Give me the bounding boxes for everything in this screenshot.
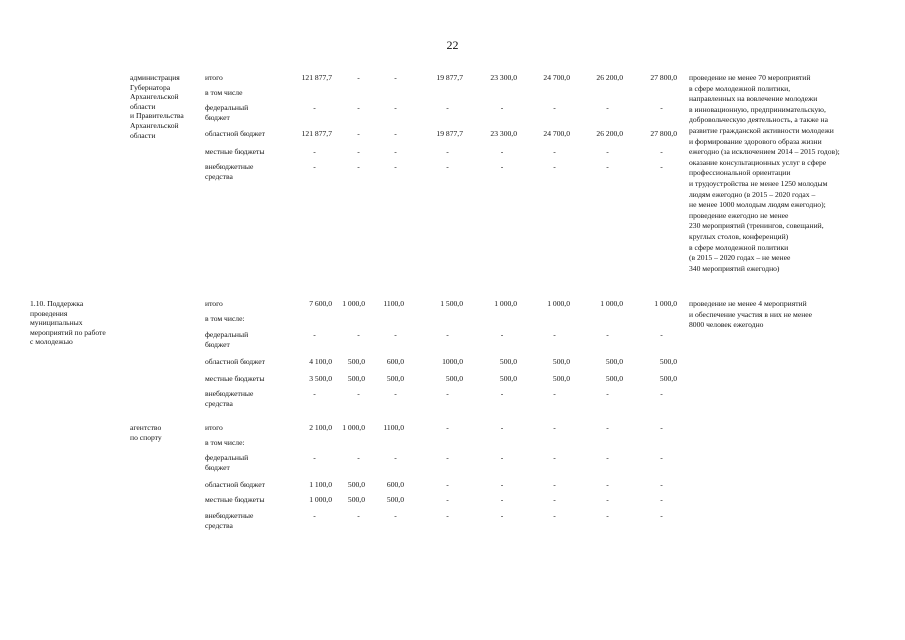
amount-cell: - xyxy=(660,389,663,398)
expected-result-line: и формирование здорового образа жизни xyxy=(689,136,822,146)
amount-cell: - xyxy=(394,147,397,156)
funding-source-label: бюджет xyxy=(205,462,230,472)
amount-cell: - xyxy=(357,511,360,520)
expected-result-line: профессиональной ориентации xyxy=(689,168,791,178)
amount-cell: - xyxy=(357,389,360,398)
amount-cell: - xyxy=(394,389,397,398)
amount-cell: 27 800,0 xyxy=(650,129,677,138)
responsible-executor-line: и Правительства xyxy=(130,111,184,121)
expected-result-line: в сфере молодежной политики, xyxy=(689,83,791,93)
expected-result-line: в сфере молодежной политики xyxy=(689,242,789,252)
funding-source-label: внебюджетные xyxy=(205,389,254,398)
amount-cell: - xyxy=(660,330,663,339)
funding-source-label: местные бюджеты xyxy=(205,147,265,156)
funding-source-label: областной бюджет xyxy=(205,357,265,366)
amount-cell: - xyxy=(500,147,504,156)
responsible-executor-line: по спорту xyxy=(130,432,162,442)
amount-cell: 3 500,0 xyxy=(309,374,332,383)
amount-cell: 23 300,0 xyxy=(490,129,517,138)
amount-cell: - xyxy=(446,480,449,489)
amount-cell: - xyxy=(500,423,504,432)
amount-cell: 500,0 xyxy=(347,374,365,383)
measure-title-line: мероприятий по работе xyxy=(30,327,106,337)
amount-cell: 2 100,0 xyxy=(309,423,332,432)
amount-cell: 500,0 xyxy=(605,357,623,366)
funding-source-label: федеральный xyxy=(205,453,249,462)
expected-result-line: оказание консультационных услуг в сфере xyxy=(689,157,827,167)
amount-cell: 4 100,0 xyxy=(309,357,332,366)
amount-cell: - xyxy=(500,480,504,489)
amount-cell: - xyxy=(500,453,504,462)
amount-cell: - xyxy=(357,162,360,171)
amount-cell: - xyxy=(553,495,556,504)
amount-cell: - xyxy=(357,103,360,112)
amount-cell: - xyxy=(606,162,609,171)
funding-source-label: в том числе: xyxy=(205,438,245,447)
amount-cell: 1 000,0 xyxy=(494,299,517,308)
expected-result-line: проведение не менее 4 мероприятий xyxy=(689,299,807,308)
amount-cell: - xyxy=(553,389,556,398)
amount-cell: - xyxy=(313,103,316,112)
amount-cell: 26 200,0 xyxy=(596,129,623,138)
amount-cell: - xyxy=(553,162,556,171)
amount-cell: - xyxy=(313,453,316,462)
responsible-executor-line: администрация xyxy=(130,73,180,82)
amount-cell: 1 500,0 xyxy=(440,299,463,308)
amount-cell: 1100,0 xyxy=(383,299,404,308)
amount-cell: - xyxy=(394,330,397,339)
amount-cell: - xyxy=(553,480,556,489)
amount-cell: - xyxy=(606,103,609,112)
expected-result-line: добровольческую деятельность, а также на xyxy=(689,115,828,125)
amount-cell: 1 000,0 xyxy=(547,299,570,308)
amount-cell: - xyxy=(446,162,449,171)
amount-cell: - xyxy=(313,330,316,339)
amount-cell: - xyxy=(553,330,556,339)
amount-cell: 500,0 xyxy=(386,495,404,504)
amount-cell: - xyxy=(606,480,609,489)
amount-cell: - xyxy=(394,453,397,462)
amount-cell: - xyxy=(606,389,609,398)
amount-cell: - xyxy=(446,389,449,398)
amount-cell: - xyxy=(446,423,449,432)
amount-cell: - xyxy=(357,129,360,138)
responsible-executor-line: области xyxy=(130,130,156,140)
funding-source-label: итого xyxy=(205,423,223,432)
amount-cell: 500,0 xyxy=(552,374,570,383)
amount-cell: 500,0 xyxy=(552,357,570,366)
amount-cell: - xyxy=(394,73,397,82)
funding-source-label: средства xyxy=(205,520,233,530)
amount-cell: - xyxy=(313,511,316,520)
amount-cell: - xyxy=(500,511,504,520)
amount-cell: 19 877,7 xyxy=(436,129,463,138)
amount-cell: 1 000,0 xyxy=(342,299,365,308)
expected-result-line: не менее 1000 молодым людям ежегодно); xyxy=(689,200,826,210)
amount-cell: 500,0 xyxy=(347,495,365,504)
amount-cell: - xyxy=(394,511,397,520)
amount-cell: 1 000,0 xyxy=(600,299,623,308)
funding-source-label: в том числе: xyxy=(205,314,245,323)
amount-cell: 500,0 xyxy=(659,357,677,366)
funding-source-label: средства xyxy=(205,171,233,181)
amount-cell: 500,0 xyxy=(445,374,463,383)
amount-cell: - xyxy=(357,147,360,156)
amount-cell: - xyxy=(500,162,504,171)
measure-title-line: проведения xyxy=(30,308,68,318)
amount-cell: - xyxy=(606,330,609,339)
funding-source-label: бюджет xyxy=(205,339,230,349)
amount-cell: - xyxy=(553,103,556,112)
amount-cell: - xyxy=(553,423,556,432)
responsible-executor-line: Архангельской xyxy=(130,92,179,102)
amount-cell: - xyxy=(660,162,663,171)
amount-cell: - xyxy=(553,453,556,462)
amount-cell: - xyxy=(660,103,663,112)
amount-cell: 1100,0 xyxy=(383,423,404,432)
funding-source-label: областной бюджет xyxy=(205,480,265,489)
amount-cell: 500,0 xyxy=(605,374,623,383)
expected-result-line: ежегодно (за исключением 2014 – 2015 годов); xyxy=(689,147,840,157)
amount-cell: - xyxy=(660,453,663,462)
funding-source-label: местные бюджеты xyxy=(205,374,265,383)
amount-cell: 121 877,7 xyxy=(301,129,332,138)
expected-result-line: и обеспечение участия в них не менее xyxy=(689,309,813,319)
amount-cell: - xyxy=(606,511,609,520)
amount-cell: - xyxy=(446,330,449,339)
amount-cell: 27 800,0 xyxy=(650,73,677,82)
funding-source-label: внебюджетные xyxy=(205,511,254,520)
amount-cell: - xyxy=(553,147,556,156)
amount-cell: - xyxy=(394,103,397,112)
amount-cell: 26 200,0 xyxy=(596,73,623,82)
amount-cell: - xyxy=(500,103,504,112)
amount-cell: - xyxy=(446,103,449,112)
responsible-executor-line: Архангельской xyxy=(130,121,179,130)
amount-cell: - xyxy=(313,147,316,156)
expected-result-line: 340 мероприятий ежегодно) xyxy=(689,263,780,273)
amount-cell: 600,0 xyxy=(386,357,404,366)
amount-cell: - xyxy=(606,495,609,504)
amount-cell: 1 100,0 xyxy=(309,480,332,489)
responsible-executor-line: Губернатора xyxy=(130,82,171,92)
funding-source-label: в том числе xyxy=(205,88,243,97)
funding-source-label: внебюджетные xyxy=(205,162,254,171)
expected-result-line: 230 мероприятий (тренингов, совещаний, xyxy=(689,221,824,231)
amount-cell: 24 700,0 xyxy=(543,129,570,138)
funding-source-label: итого xyxy=(205,299,223,308)
amount-cell: 500,0 xyxy=(499,357,517,366)
amount-cell: - xyxy=(446,511,449,520)
amount-cell: - xyxy=(660,147,663,156)
amount-cell: 500,0 xyxy=(347,480,365,489)
measure-title-line: с молодежью xyxy=(30,337,73,347)
amount-cell: 1 000,0 xyxy=(342,423,365,432)
amount-cell: - xyxy=(660,423,663,432)
expected-result-line: направленных на вовлечение молодежи xyxy=(689,94,818,104)
expected-result-line: в инновационную, предпринимательскую, xyxy=(689,104,826,114)
amount-cell: - xyxy=(660,480,663,489)
amount-cell: 500,0 xyxy=(659,374,677,383)
amount-cell: 23 300,0 xyxy=(490,73,517,82)
amount-cell: - xyxy=(553,511,556,520)
funding-source-label: федеральный xyxy=(205,330,249,339)
amount-cell: - xyxy=(357,330,360,339)
page-number: 22 xyxy=(446,38,459,52)
funding-source-label: федеральный xyxy=(205,103,249,112)
amount-cell: 1000,0 xyxy=(442,357,463,366)
amount-cell: 500,0 xyxy=(386,374,404,383)
amount-cell: - xyxy=(394,162,397,171)
amount-cell: - xyxy=(394,129,397,138)
amount-cell: - xyxy=(446,453,449,462)
amount-cell: - xyxy=(446,495,449,504)
expected-result-line: людям ежегодно (в 2015 – 2020 годах – xyxy=(689,189,816,199)
amount-cell: 24 700,0 xyxy=(543,73,570,82)
amount-cell: - xyxy=(357,73,360,82)
amount-cell: - xyxy=(446,147,449,156)
expected-result-line: и трудоустройства не менее 1250 молодым xyxy=(689,179,828,188)
funding-source-label: местные бюджеты xyxy=(205,495,265,504)
measure-title-line: муниципальных xyxy=(30,318,83,328)
amount-cell: 500,0 xyxy=(347,357,365,366)
expected-result-line: круглых столов, конференций) xyxy=(689,232,789,241)
amount-cell: - xyxy=(606,453,609,462)
amount-cell: - xyxy=(660,511,663,520)
funding-source-label: средства xyxy=(205,398,233,408)
expected-result-line: развитие гражданской активности молодежи xyxy=(689,126,834,135)
amount-cell: - xyxy=(500,495,504,504)
amount-cell: 7 600,0 xyxy=(309,299,332,308)
amount-cell: - xyxy=(606,147,609,156)
amount-cell: - xyxy=(313,389,316,398)
amount-cell: - xyxy=(357,453,360,462)
funding-source-label: итого xyxy=(205,73,223,82)
expected-result-line: (в 2015 – 2020 годах – не менее xyxy=(689,253,791,263)
responsible-executor-line: области xyxy=(130,101,156,111)
amount-cell: 19 877,7 xyxy=(436,73,463,82)
amount-cell: 600,0 xyxy=(386,480,404,489)
amount-cell: 1 000,0 xyxy=(309,495,332,504)
expected-result-line: проведение не менее 70 мероприятий xyxy=(689,73,811,82)
funding-source-label: бюджет xyxy=(205,112,230,122)
amount-cell: - xyxy=(500,389,504,398)
amount-cell: - xyxy=(660,495,663,504)
amount-cell: - xyxy=(313,162,316,171)
expected-result-line: 8000 человек ежегодно xyxy=(689,320,764,330)
amount-cell: 121 877,7 xyxy=(301,73,332,82)
amount-cell: - xyxy=(606,423,609,432)
responsible-executor-line: агентство xyxy=(130,423,162,432)
amount-cell: 1 000,0 xyxy=(654,299,677,308)
measure-title-line: 1.10. Поддержка xyxy=(30,299,84,308)
amount-cell: - xyxy=(500,330,504,339)
expected-result-line: проведение ежегодно не менее xyxy=(689,210,789,220)
funding-source-label: областной бюджет xyxy=(205,129,265,138)
amount-cell: 500,0 xyxy=(499,374,517,383)
